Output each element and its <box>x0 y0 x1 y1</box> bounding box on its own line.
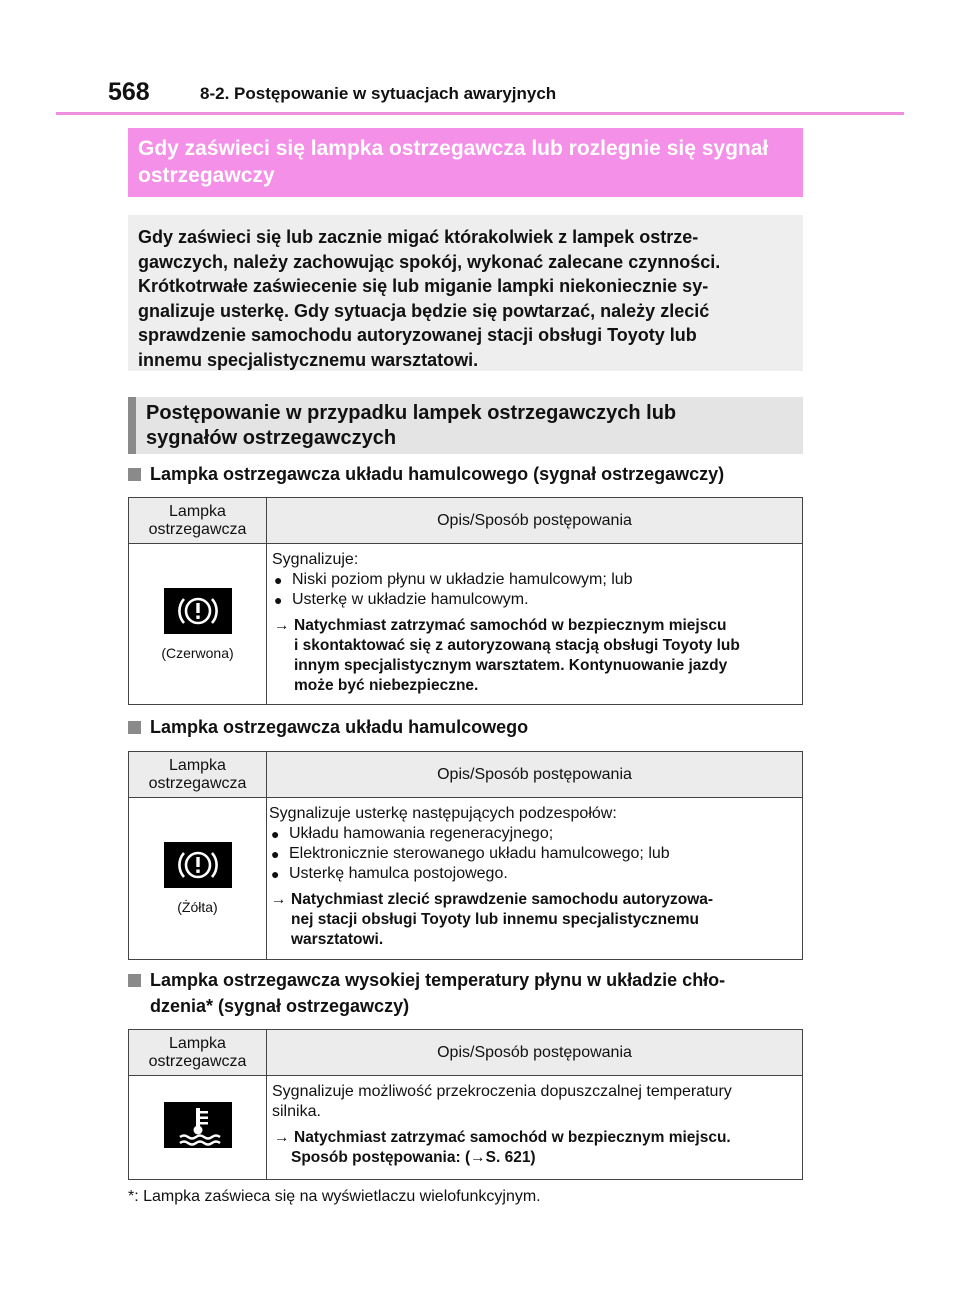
subheading-coolant <box>128 967 725 1019</box>
action-instruction <box>272 1128 796 1168</box>
brake-warning-icon <box>164 842 232 888</box>
column-header-text: ostrzegawcza <box>148 774 247 792</box>
subheading-brake <box>128 714 528 740</box>
section-heading <box>128 397 803 454</box>
action-line: nej stacji obsługi Toyoty lub innemu specjalistycznemu <box>291 911 699 928</box>
arrow-icon: → <box>470 1149 486 1166</box>
warning-table-coolant <box>128 1029 803 1180</box>
description-lead: silnika. <box>272 1103 321 1120</box>
arrow-icon: → <box>274 617 290 634</box>
description-cell <box>267 544 803 705</box>
page-reference-link[interactable]: S. 621) <box>485 1149 536 1166</box>
description-cell <box>267 1076 803 1180</box>
coolant-temperature-icon <box>164 1102 232 1148</box>
column-header-text: Lampka <box>169 1034 226 1052</box>
arrow-icon: → <box>271 891 287 908</box>
lamp-cell <box>129 798 267 960</box>
subheading-text: Lampka ostrzegawcza układu hamulcowego (sygnał ostrzegawczy) <box>150 464 725 484</box>
action-line: Natychmiast zlecić sprawdzenie samochodu autoryzowa- <box>291 891 714 908</box>
intro-line: gawczych, należy zachowując spokój, wykonać zalecane czynności. <box>138 251 721 272</box>
section-heading-line: Postępowanie w przypadku lampek ostrzegawczych lub <box>146 402 677 424</box>
subheading-text: Lampka ostrzegawcza układu hamulcowego <box>150 717 529 737</box>
column-header-text: ostrzegawcza <box>148 1052 247 1070</box>
column-header-text: Lampka <box>169 502 226 520</box>
bullet-item: ● Usterkę w układzie hamulcowym. <box>272 590 796 610</box>
intro-line: innemu specjalistycznemu warsztatowi. <box>138 349 479 370</box>
description-lead: Sygnalizuje usterkę następujących podzespołów: <box>269 805 617 822</box>
intro-line: gnalizuje usterkę. Gdy sytuacja będzie się powtarzać, należy zlecić <box>138 300 710 321</box>
description-cell <box>267 798 803 960</box>
description-lead: Sygnalizuje: <box>272 551 359 568</box>
lamp-cell <box>129 544 267 705</box>
action-line <box>291 1148 796 1168</box>
subheading-brake-signal <box>128 461 724 487</box>
bullet-item: ● Usterkę hamulca postojowego. <box>269 864 796 884</box>
action-instruction <box>272 616 796 696</box>
lamp-color-caption: (Żółta) <box>177 899 218 915</box>
square-bullet-icon <box>128 974 141 987</box>
action-line: może być niebezpieczne. <box>294 677 479 694</box>
action-line: i skontaktować się z autoryzowaną stacją obsługi Toyoty lub <box>294 637 740 654</box>
action-line: warsztatowi. <box>291 931 384 948</box>
column-header-lamp <box>129 498 267 544</box>
column-header-lamp <box>129 1030 267 1076</box>
chapter-title: 8-2. Postępowanie w sytuacjach awaryjnych <box>200 84 557 103</box>
column-header-lamp <box>129 752 267 798</box>
intro-line: Gdy zaświeci się lub zacznie migać którakolwiek z lampek ostrze- <box>138 227 699 247</box>
column-header-text: ostrzegawcza <box>148 520 247 538</box>
action-line: Natychmiast zatrzymać samochód w bezpiecznym miejscu. <box>294 1129 731 1146</box>
lamp-color-caption: (Czerwona) <box>161 644 234 661</box>
arrow-icon: → <box>274 1129 290 1146</box>
action-instruction <box>269 890 796 950</box>
column-header-description: Opis/Sposób postępowania <box>267 498 803 544</box>
lamp-cell <box>129 1076 267 1180</box>
warning-table-brake-yellow <box>128 751 803 960</box>
intro-line: sprawdzenie samochodu autoryzowanej stacji obsługi Toyoty lub <box>138 325 697 345</box>
banner-title: Gdy zaświeci się lampka ostrzegawcza lub rozlegnie się sygnał ostrzegawczy <box>128 128 803 197</box>
bullet-item: ● Układu hamowania regeneracyjnego; <box>269 824 796 844</box>
bullet-item: ● Elektronicznie sterowanego układu hamulcowego; lub <box>269 844 796 864</box>
square-bullet-icon <box>128 468 141 481</box>
description-lead: Sygnalizuje możliwość przekroczenia dopuszczalnej temperatury <box>272 1083 732 1100</box>
footnote: *: Lampka zaświeca się na wyświetlaczu wielofunkcyjnym. <box>128 1188 541 1205</box>
action-line: Natychmiast zatrzymać samochód w bezpiecznym miejscu <box>294 617 727 634</box>
subheading-text: Lampka ostrzegawcza wysokiej temperatury płynu w układzie chło- <box>150 970 726 990</box>
bullet-item: ● Niski poziom płynu w układzie hamulcowym; lub <box>272 570 796 590</box>
intro-line: Krótkotrwałe zaświecenie się lub miganie lampki niekoniecznie sy- <box>138 276 709 296</box>
page-number: 568 <box>108 78 150 106</box>
action-text: Sposób postępowania: ( <box>291 1149 471 1166</box>
square-bullet-icon <box>128 721 141 734</box>
column-header-description: Opis/Sposób postępowania <box>267 752 803 798</box>
header-rule <box>56 112 904 115</box>
subheading-text: dzenia* (sygnał ostrzegawczy) <box>150 996 410 1016</box>
intro-text <box>128 215 803 371</box>
column-header-description: Opis/Sposób postępowania <box>267 1030 803 1076</box>
warning-table-brake-red <box>128 497 803 705</box>
column-header-text: Lampka <box>169 756 226 774</box>
page-header <box>108 78 908 112</box>
brake-warning-icon <box>164 588 232 634</box>
action-line: innym specjalistycznym warsztatem. Kontynuowanie jazdy <box>294 657 728 674</box>
section-heading-line: sygnałów ostrzegawczych <box>146 427 397 449</box>
